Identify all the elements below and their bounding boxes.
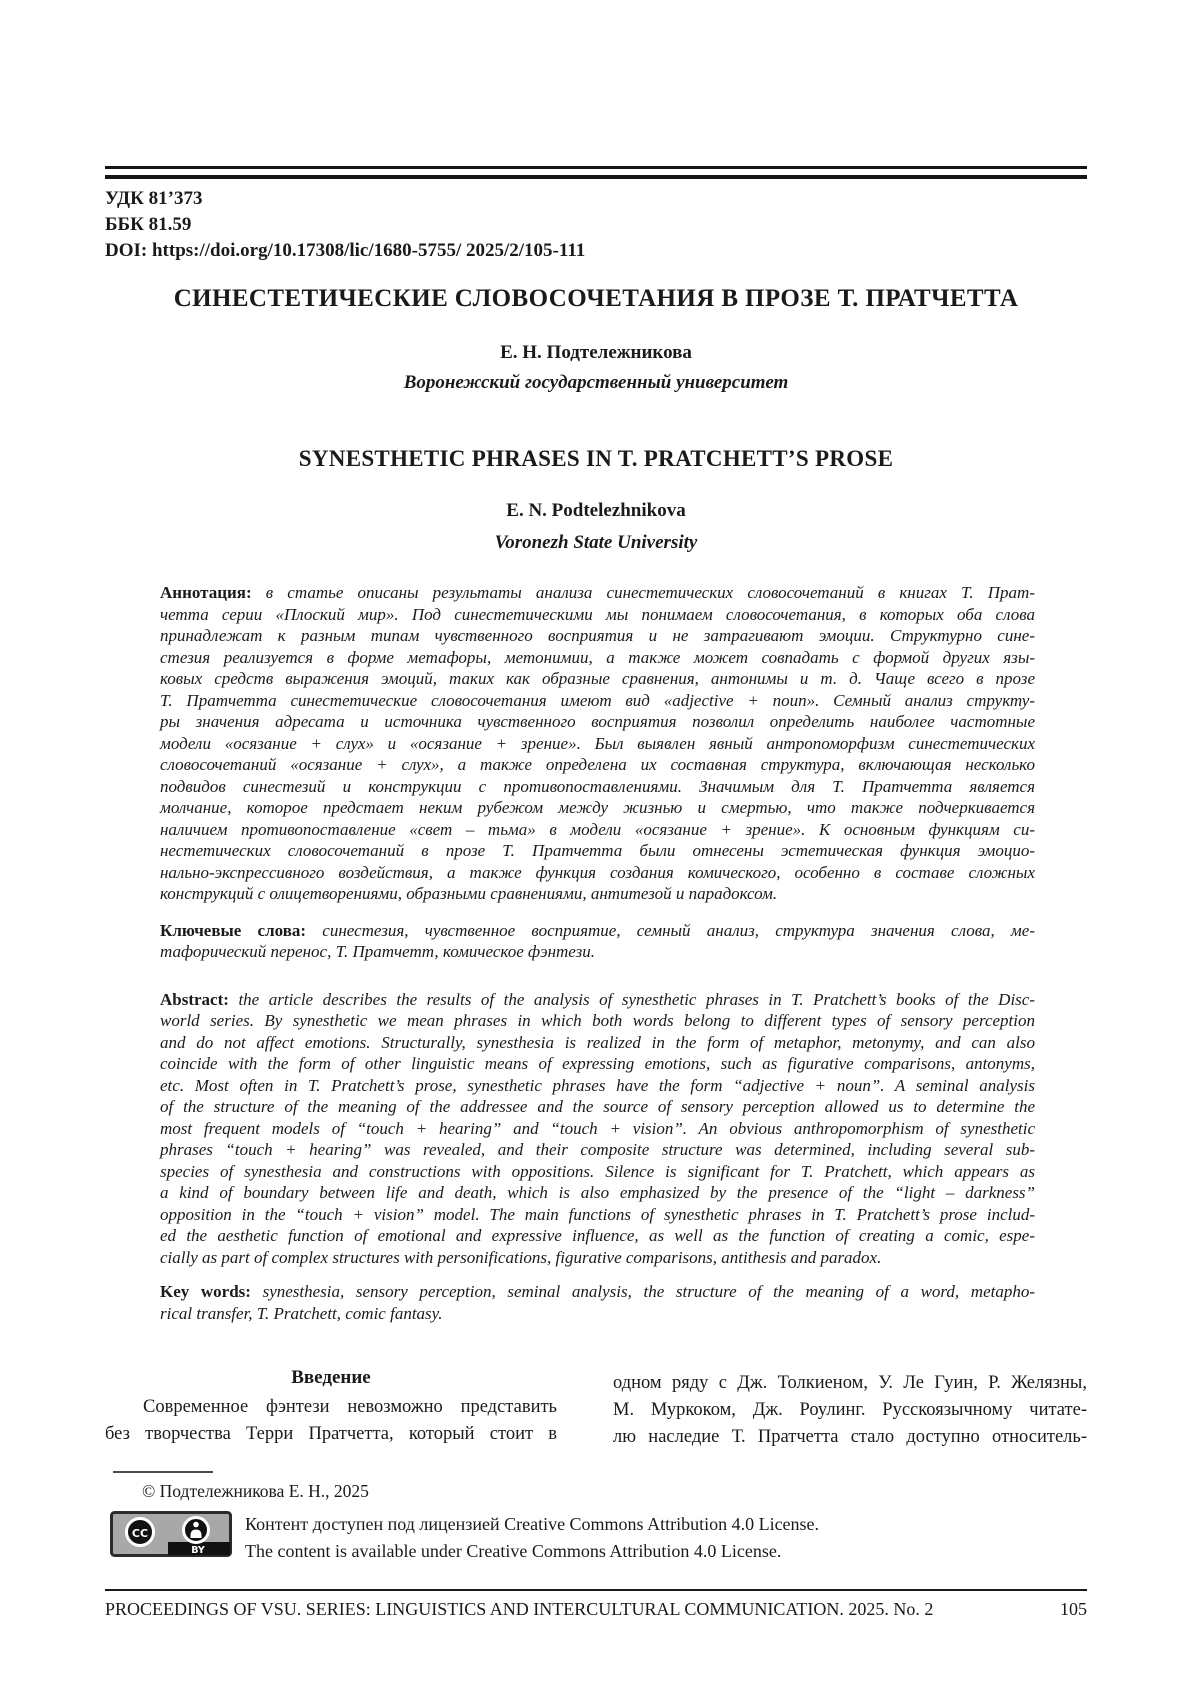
article-meta xyxy=(105,186,1087,264)
badge-by-label: BY xyxy=(191,1545,205,1556)
copyright-line: © Подтележникова Е. Н., 2025 xyxy=(142,1481,369,1501)
intro-right-column xyxy=(613,1366,1087,1451)
author-ru: Е. Н. Подтележникова xyxy=(500,342,692,363)
annotation-ru: Аннотация: в статье описаны результаты анализа синестетических словосочетаний в книгах Т. Прат- четта серии «Плоский мир». Под синестетическими мы понимаем словосочетания, в которых оба слова принадлежат к разным типам чувственного восприятия и не затрагивают эмоции. Структурно сине- стезия реализуется в форме метафоры, метонимии, а также может совпадать с формой других язы- ковых средств выражения эмоций, таких как образные сравнения, антонимы и т. д. Чаще всего в прозе Т. Пратчетта синестетические словосочетания имеют вид «adjective + noun». Семный анализ структу- ры значения адресата и источника чувственного восприятия позволил определить наиболее частотные модели «осязание + слух» и «осязание + зрение». Был выявлен явный антропоморфизм синестетических словосочетаний «осязание + слух», а также определена их составная структура, включающая несколько подвидов синестезий и конструкции с противопоставлениями. Значимым для Т. Пратчетта является молчание, которое предстает неким рубежом между жизнью и смертью, что также подчеркивается наличием противопоставление «свет – тьма» в модели «осязание + зрение». К основным функциям си- нестетических словосочетаний в прозе Т. Пратчетта были отнесены эстетическая функция эмоцио- нально-экспрессивного воздействия, а также функция создания комического, особенно в составе сложных конструкций с олицетворениями, образными сравнениями, антитезой и парадоксом. xyxy=(160,583,1035,903)
keywords-en: Key words: synesthesia, sensory perception, seminal analysis, the structure of the meaning of a word, metapho- rical transfer, T. Pratchett, comic fantasy. xyxy=(160,1282,1035,1323)
footer-divider xyxy=(105,1589,1087,1591)
intro-left-text: Современное фэнтези невозможно представить без творчества Терри Пратчетта, который стоит в xyxy=(105,1397,557,1444)
license-text-ru: Контент доступен под лицензией Creative Commons Attribution 4.0 License. xyxy=(245,1514,820,1534)
journal-footer xyxy=(105,1596,1087,1622)
author-en: E. N. Podtelezhnikova xyxy=(506,500,686,521)
license-block xyxy=(110,1511,1087,1565)
footnote-divider xyxy=(113,1471,213,1473)
affiliation-ru: Воронежский государственный университет xyxy=(403,372,789,393)
page-number: 105 xyxy=(1060,1599,1087,1619)
article-title-en: SYNESTHETIC PHRASES IN T. PRATCHETT’S PROSE xyxy=(298,446,894,471)
introduction-section xyxy=(105,1366,1087,1451)
cc-by-badge-icon xyxy=(110,1511,232,1557)
top-divider xyxy=(105,166,1087,179)
svg-text:CC: CC xyxy=(131,1527,149,1540)
doi-line: DOI: https://doi.org/10.17308/lic/1680-5755/ 2025/2/105-111 xyxy=(105,240,586,261)
license-text xyxy=(245,1511,819,1565)
license-text-en: The content is available under Creative Commons Attribution 4.0 License. xyxy=(245,1541,782,1561)
bbk-line: ББК 81.59 xyxy=(105,214,192,235)
keywords-ru: Ключевые слова: синестезия, чувственное восприятие, семный анализ, структура значения слова, ме- тафорический перенос, Т. Пратчетт, комическое фэнтези. xyxy=(160,920,1035,961)
abstract-en: Abstract: the article describes the results of the analysis of synesthetic phrases in T. Pratchett’s books of the Disc- world series. By synesthetic we mean phrases in which both words belong to different types of sensory perception and do not affect emotions. Structurally, synesthesia is realized in the form of metaphor, metonymy, and can also coincide with the form of other linguistic means of expressing emotions, such as figurative comparisons, antonyms, etc. Most often in T. Pratchett’s prose, synesthetic phrases have the form “adjective + noun”. A seminal analysis of the structure of the meaning of the addressee and the source of sensory perception allowed us to determine the most frequent models of “touch + hearing” and “touch + vision”. An obvious anthropomorphism of synesthetic phrases “touch + hearing” was revealed, and their composite structure was determined, including several sub- species of synesthesia and constructions with oppositions. Silence is significant for T. Pratchett, which appears as a kind of boundary between life and death, which is also emphasized by the presence of the “light – darkness” opposition in the “touch + vision” model. The main functions of synesthetic phrases in T. Pratchett’s prose includ- ed the aesthetic function of emotional and expressive influence, as well as the function of creating a comic, espe- cially as part of complex structures with personifications, figurative comparisons, antithesis and paradox. xyxy=(160,989,1035,1267)
intro-right-text: одном ряду с Дж. Толкиеном, У. Ле Гуин, Р. Желязны, М. Муркоком, Дж. Роулинг. Русскоязычному читате- лю наследие Т. Пратчетта стало доступно относитель- xyxy=(613,1373,1087,1447)
udc-line: УДК 81’373 xyxy=(105,188,203,209)
intro-heading: Введение xyxy=(291,1367,371,1388)
journal-name: PROCEEDINGS OF VSU. SERIES: LINGUISTICS AND INTERCULTURAL COMMUNICATION. 2025. No. 2 xyxy=(105,1599,934,1619)
affiliation-en: Voronezh State University xyxy=(494,532,698,553)
article-title-ru: СИНЕСТЕТИЧЕСКИЕ СЛОВОСОЧЕТАНИЯ В ПРОЗЕ Т. ПРАТЧЕТТА xyxy=(173,285,1019,312)
intro-left-column xyxy=(105,1366,557,1451)
